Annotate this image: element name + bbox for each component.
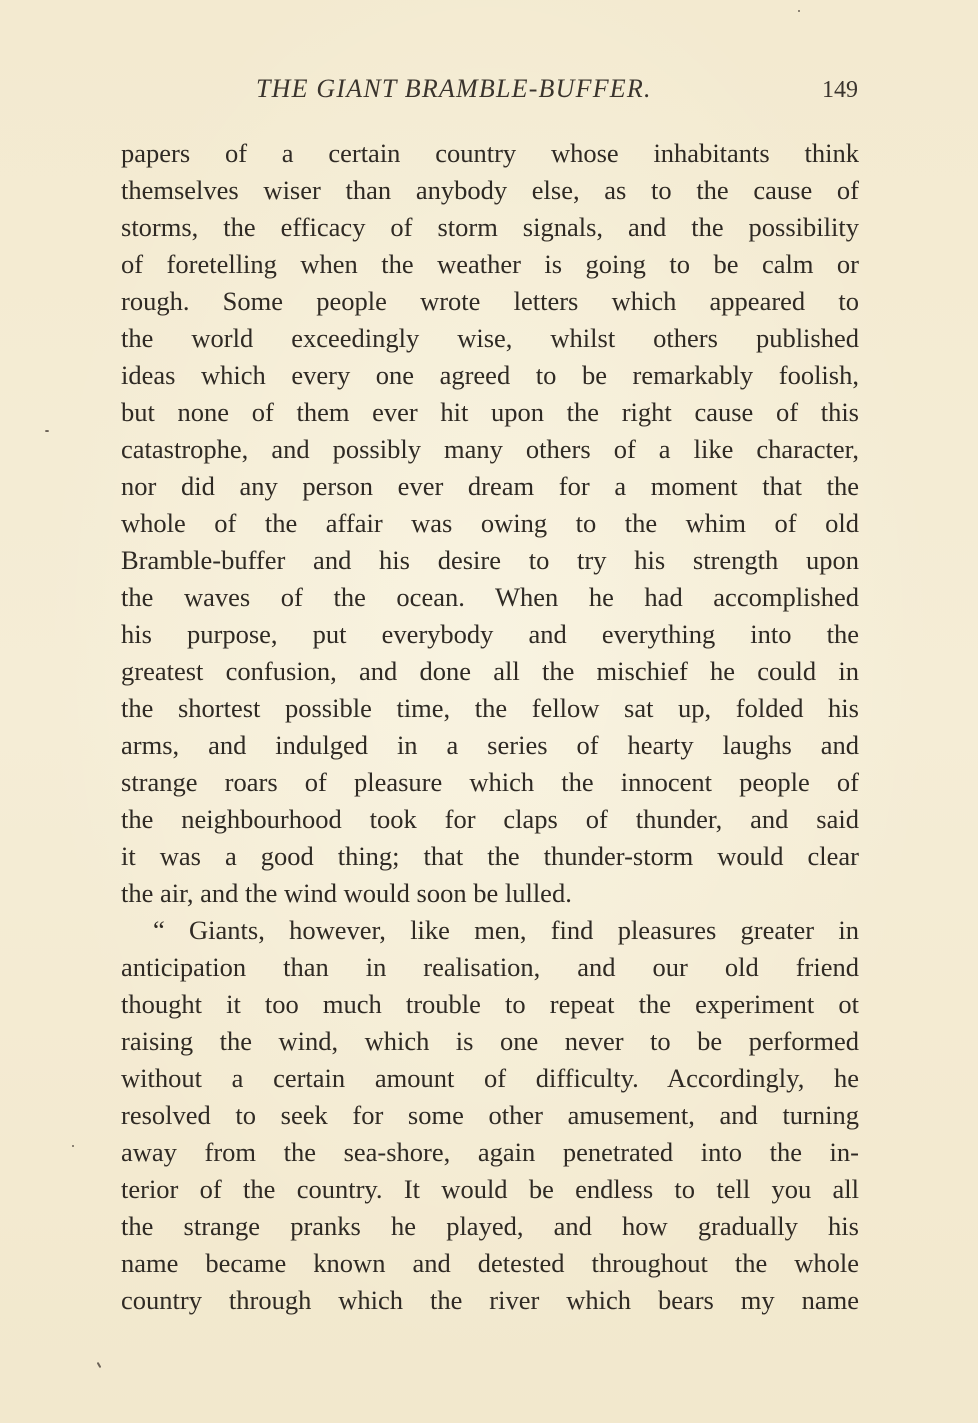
page-body	[121, 135, 859, 1319]
text-line: resolved to seek for some other amusement, and turning	[121, 1100, 859, 1130]
paper-speck	[798, 10, 800, 12]
text-line: name became known and detested throughout the whole	[121, 1248, 859, 1278]
paragraph-end-line: the air, and the wind would soon be lulled.	[121, 878, 572, 908]
text-line: anticipation than in realisation, and our old friend	[121, 952, 859, 982]
text-line: nor did any person ever dream for a moment that the	[121, 471, 859, 501]
text-line: the neighbourhood took for claps of thunder, and said	[121, 804, 859, 834]
paragraph-start-line: “ Giants, however, like men, find pleasures greater in	[153, 915, 859, 945]
running-title: THE GIANT BRAMBLE-BUFFER.	[256, 74, 652, 103]
text-line: papers of a certain country whose inhabitants think	[121, 138, 859, 168]
text-line: the shortest possible time, the fellow sat up, folded his	[121, 693, 859, 723]
text-line: the waves of the ocean. When he had accomplished	[121, 582, 859, 612]
text-line: thought it too much trouble to repeat the experiment ot	[121, 989, 859, 1019]
text-line: country through which the river which bears my name	[121, 1285, 859, 1315]
text-line: storms, the efficacy of storm signals, and the possibility	[121, 212, 859, 242]
text-line: raising the wind, which is one never to be performed	[121, 1026, 859, 1056]
text-line: terior of the country. It would be endless to tell you all	[121, 1174, 859, 1204]
text-line: the world exceedingly wise, whilst others published	[121, 323, 859, 353]
text-line: greatest confusion, and done all the mischief he could in	[121, 656, 859, 686]
text-line: strange roars of pleasure which the innocent people of	[121, 767, 859, 797]
text-line: of foretelling when the weather is going to be calm or	[121, 249, 859, 279]
text-line: away from the sea-shore, again penetrated into the in-	[121, 1137, 859, 1167]
paper-speck	[45, 430, 49, 432]
page-number: 149	[822, 77, 858, 103]
text-line: ideas which every one agreed to be remarkably foolish,	[121, 360, 859, 390]
text-line: catastrophe, and possibly many others of a like character,	[121, 434, 859, 464]
paper-speck	[97, 1362, 102, 1368]
paper-speck	[72, 1145, 74, 1147]
text-line: whole of the affair was owing to the whim of old	[121, 508, 859, 538]
text-line: his purpose, put everybody and everything into the	[121, 619, 859, 649]
text-line: Bramble-buffer and his desire to try his strength upon	[121, 545, 859, 575]
text-line: it was a good thing; that the thunder-storm would clear	[121, 841, 859, 871]
text-line: arms, and indulged in a series of hearty laughs and	[121, 730, 859, 760]
text-line: rough. Some people wrote letters which appeared to	[121, 286, 859, 316]
text-line: the strange pranks he played, and how gradually his	[121, 1211, 859, 1241]
text-line: themselves wiser than anybody else, as to the cause of	[121, 175, 859, 205]
text-line: without a certain amount of difficulty. Accordingly, he	[121, 1063, 859, 1093]
text-line: but none of them ever hit upon the right cause of this	[121, 397, 859, 427]
page-header	[120, 74, 858, 110]
